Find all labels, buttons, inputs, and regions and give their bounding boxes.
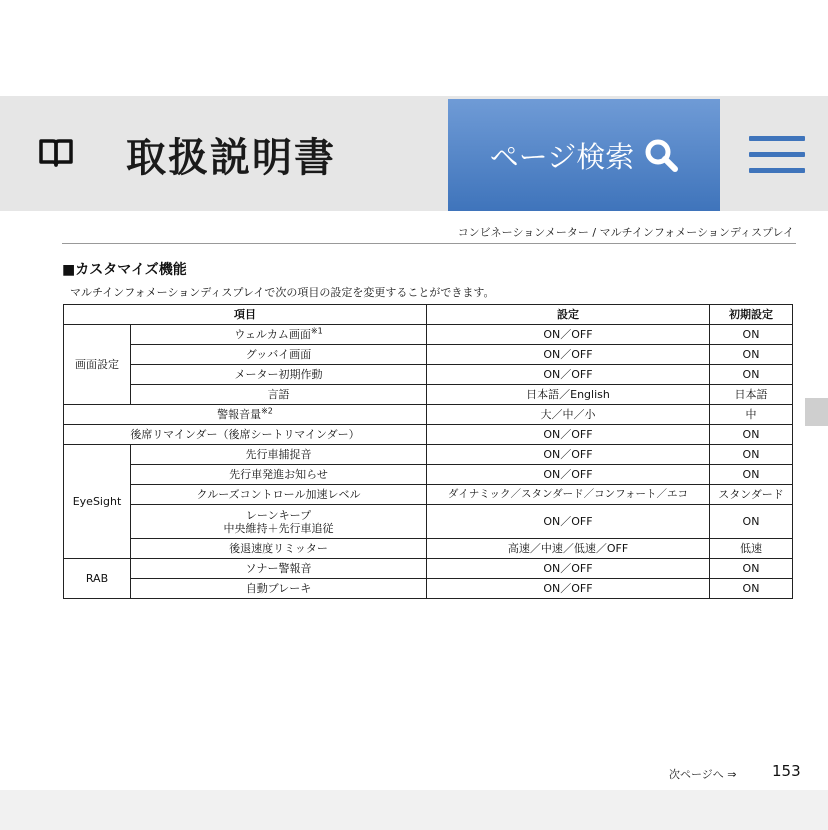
row-default: 日本語 — [710, 385, 793, 405]
table-row — [64, 425, 793, 445]
table-header-row — [64, 305, 793, 325]
table-row — [64, 485, 793, 505]
row-item: 警報音量$^{※2}$ — [64, 405, 427, 425]
magnifier-icon — [644, 138, 678, 172]
header-setting: 設定 — [427, 305, 710, 325]
row-setting: ON／OFF — [427, 365, 710, 385]
row-item: グッバイ画面 — [131, 345, 427, 365]
row-item: ソナー警報音 — [131, 559, 427, 579]
row-item — [131, 505, 427, 539]
table-row — [64, 345, 793, 365]
table-row — [64, 365, 793, 385]
row-setting: 日本語／English — [427, 385, 710, 405]
intro-text: マルチインフォメーションディスプレイで次の項目の設定を変更することができます。 — [70, 286, 495, 299]
group-rab: RAB — [64, 559, 131, 599]
footnote-mark: ※2 — [261, 406, 273, 416]
table-row — [64, 559, 793, 579]
row-default: 中 — [710, 405, 793, 425]
row-item: ウェルカム画面$^{※1}$ — [131, 325, 427, 345]
row-default: ON — [710, 425, 793, 445]
table-row — [64, 385, 793, 405]
table-row — [64, 579, 793, 599]
table-row — [64, 405, 793, 425]
row-setting: ON／OFF — [427, 325, 710, 345]
section-title: ■カスタマイズ機能 — [62, 262, 187, 278]
row-default: ON — [710, 579, 793, 599]
customize-settings-table — [63, 304, 793, 599]
row-default: ON — [710, 365, 793, 385]
row-item: メーター初期作動 — [131, 365, 427, 385]
table-row — [64, 505, 793, 539]
hamburger-menu-icon[interactable] — [749, 136, 805, 174]
row-item: 先行車発進お知らせ — [131, 465, 427, 485]
row-setting: ON／OFF — [427, 505, 710, 539]
row-setting: ON／OFF — [427, 425, 710, 445]
row-item-line1: レーンキープ — [245, 508, 312, 522]
header-item: 項目 — [64, 305, 427, 325]
row-item: 後退速度リミッター — [131, 539, 427, 559]
row-setting: ON／OFF — [427, 445, 710, 465]
row-item: クルーズコントロール加速レベル — [131, 485, 427, 505]
row-item: 先行車捕捉音 — [131, 445, 427, 465]
row-item: 言語 — [131, 385, 427, 405]
row-item: 自動ブレーキ — [131, 579, 427, 599]
row-default: ON — [710, 445, 793, 465]
row-setting: ダイナミック／スタンダード／コンフォート／エコ — [427, 485, 710, 505]
row-default: 低速 — [710, 539, 793, 559]
page-search-button[interactable] — [448, 99, 720, 211]
row-item-line2: 中央維持＋先行車追従 — [223, 521, 334, 535]
row-setting: 大／中／小 — [427, 405, 710, 425]
row-default: ON — [710, 345, 793, 365]
group-screen: 画面設定 — [64, 325, 131, 405]
book-open-icon[interactable] — [38, 137, 74, 169]
row-setting: 高速／中速／低速／OFF — [427, 539, 710, 559]
breadcrumb: コンビネーションメーター / マルチインフォメーションディスプレイ — [457, 226, 794, 239]
row-default: ON — [710, 465, 793, 485]
side-scroll-tab[interactable] — [805, 398, 828, 426]
page-search-label: ページ検索 — [489, 141, 635, 174]
row-default: ON — [710, 325, 793, 345]
app-title: 取扱説明書 — [126, 135, 336, 181]
app-header — [0, 96, 828, 211]
header-default: 初期設定 — [710, 305, 793, 325]
row-setting: ON／OFF — [427, 345, 710, 365]
page-number: 153 — [772, 762, 801, 780]
table-row — [64, 465, 793, 485]
row-default: ON — [710, 559, 793, 579]
table-row — [64, 325, 793, 345]
group-eyesight: EyeSight — [64, 445, 131, 559]
footnote-mark: ※1 — [310, 326, 323, 336]
header-divider — [62, 243, 796, 244]
next-page-link[interactable]: 次ページへ ⇒ — [669, 768, 737, 781]
table-row — [64, 445, 793, 465]
row-default: ON — [710, 505, 793, 539]
row-setting: ON／OFF — [427, 465, 710, 485]
row-setting: ON／OFF — [427, 559, 710, 579]
row-item: 後席リマインダー（後席シートリマインダー） — [64, 425, 427, 445]
footer-bar — [0, 790, 828, 830]
table-row — [64, 539, 793, 559]
row-default: スタンダード — [710, 485, 793, 505]
row-setting: ON／OFF — [427, 579, 710, 599]
